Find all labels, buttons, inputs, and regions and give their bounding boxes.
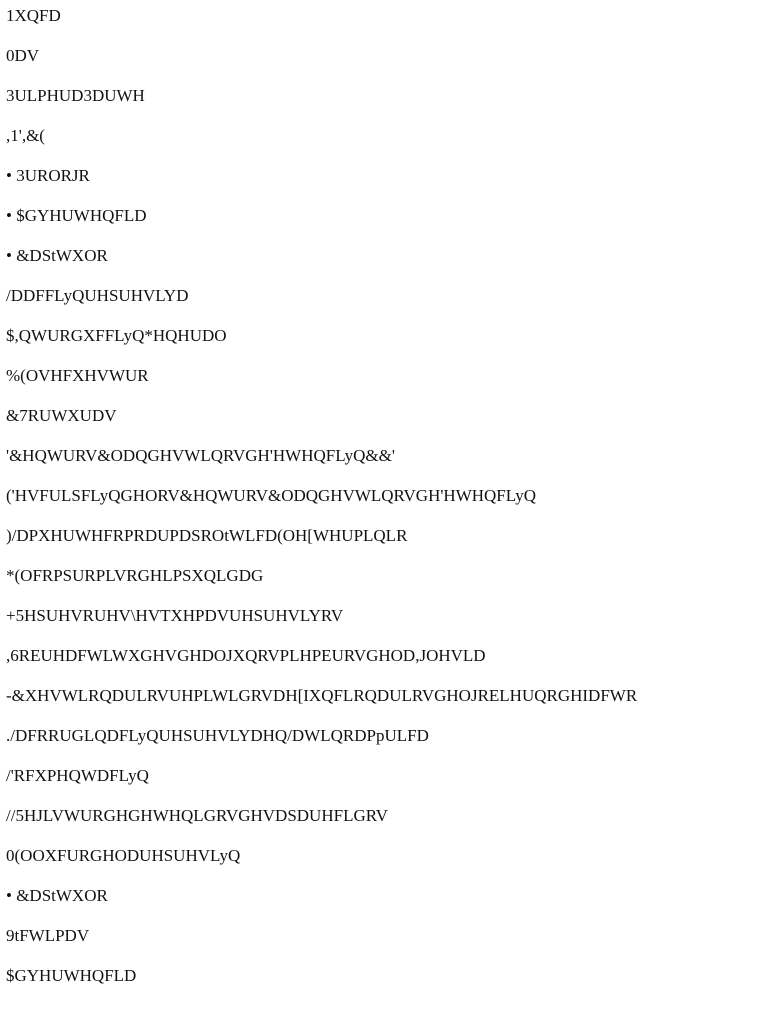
text-line: 3ULPHUD3DUWH (6, 86, 145, 105)
text-line: '&HQWURV&ODQGHVWLQRVGH'HWHQFLyQ&&' (6, 446, 395, 465)
text-line: &7RUWXUDV (6, 406, 117, 425)
text-line: %(OVHFXHVWUR (6, 366, 149, 385)
bullet-list-item: • &DStWXOR (6, 246, 768, 286)
bullet-list-item: • $GYHUWHQFLD (6, 206, 768, 246)
text-line: )/DPXHUWHFRPRDUPDSROtWLFD(OH[WHUPLQLR (6, 526, 408, 545)
bullet-list-item: • &DStWXOR (6, 886, 768, 926)
text-line: ('HVFULSFLyQGHORV&HQWURV&ODQGHVWLQRVGH'HWHQFLyQ (6, 486, 536, 505)
text-line: 9tFWLPDV (6, 926, 90, 945)
text-line: 0(OOXFURGHODUHSUHVLyQ (6, 846, 241, 865)
text-line: /'RFXPHQWDFLyQ (6, 766, 149, 785)
text-line: *(OFRPSURPLVRGHLPSXQLGDG (6, 566, 264, 585)
text-line: ./DFRRUGLQDFLyQUHSUHVLYDHQ/DWLQRDPpULFD (6, 726, 429, 745)
text-line: ,6REUHDFWLWXGHVGHDOJXQRVPLHPEURVGHOD,JOHVLD (6, 646, 486, 665)
text-line: /DDFFLyQUHSUHVLYD (6, 286, 189, 305)
text-line: +5HSUHVRUHV\HVTXHPDVUHSUHVLYRV (6, 606, 344, 625)
text-line: 1XQFD (6, 6, 61, 25)
text-line: -&XHVWLRQDULRVUHPLWLGRVDH[IXQFLRQDULRVGHOJRELHUQRGHIDFWR (6, 686, 638, 705)
text-line: $,QWURGXFFLyQ*HQHUDO (6, 326, 227, 345)
text-line: ,1',&( (6, 126, 45, 145)
bullet-list-item: • 3URORJR (6, 166, 768, 206)
text-line: 0DV (6, 46, 40, 65)
text-line: $GYHUWHQFLD (6, 966, 137, 985)
text-line: //5HJLVWURGHGHWHQLGRVGHVDSDUHFLGRV (6, 806, 388, 825)
